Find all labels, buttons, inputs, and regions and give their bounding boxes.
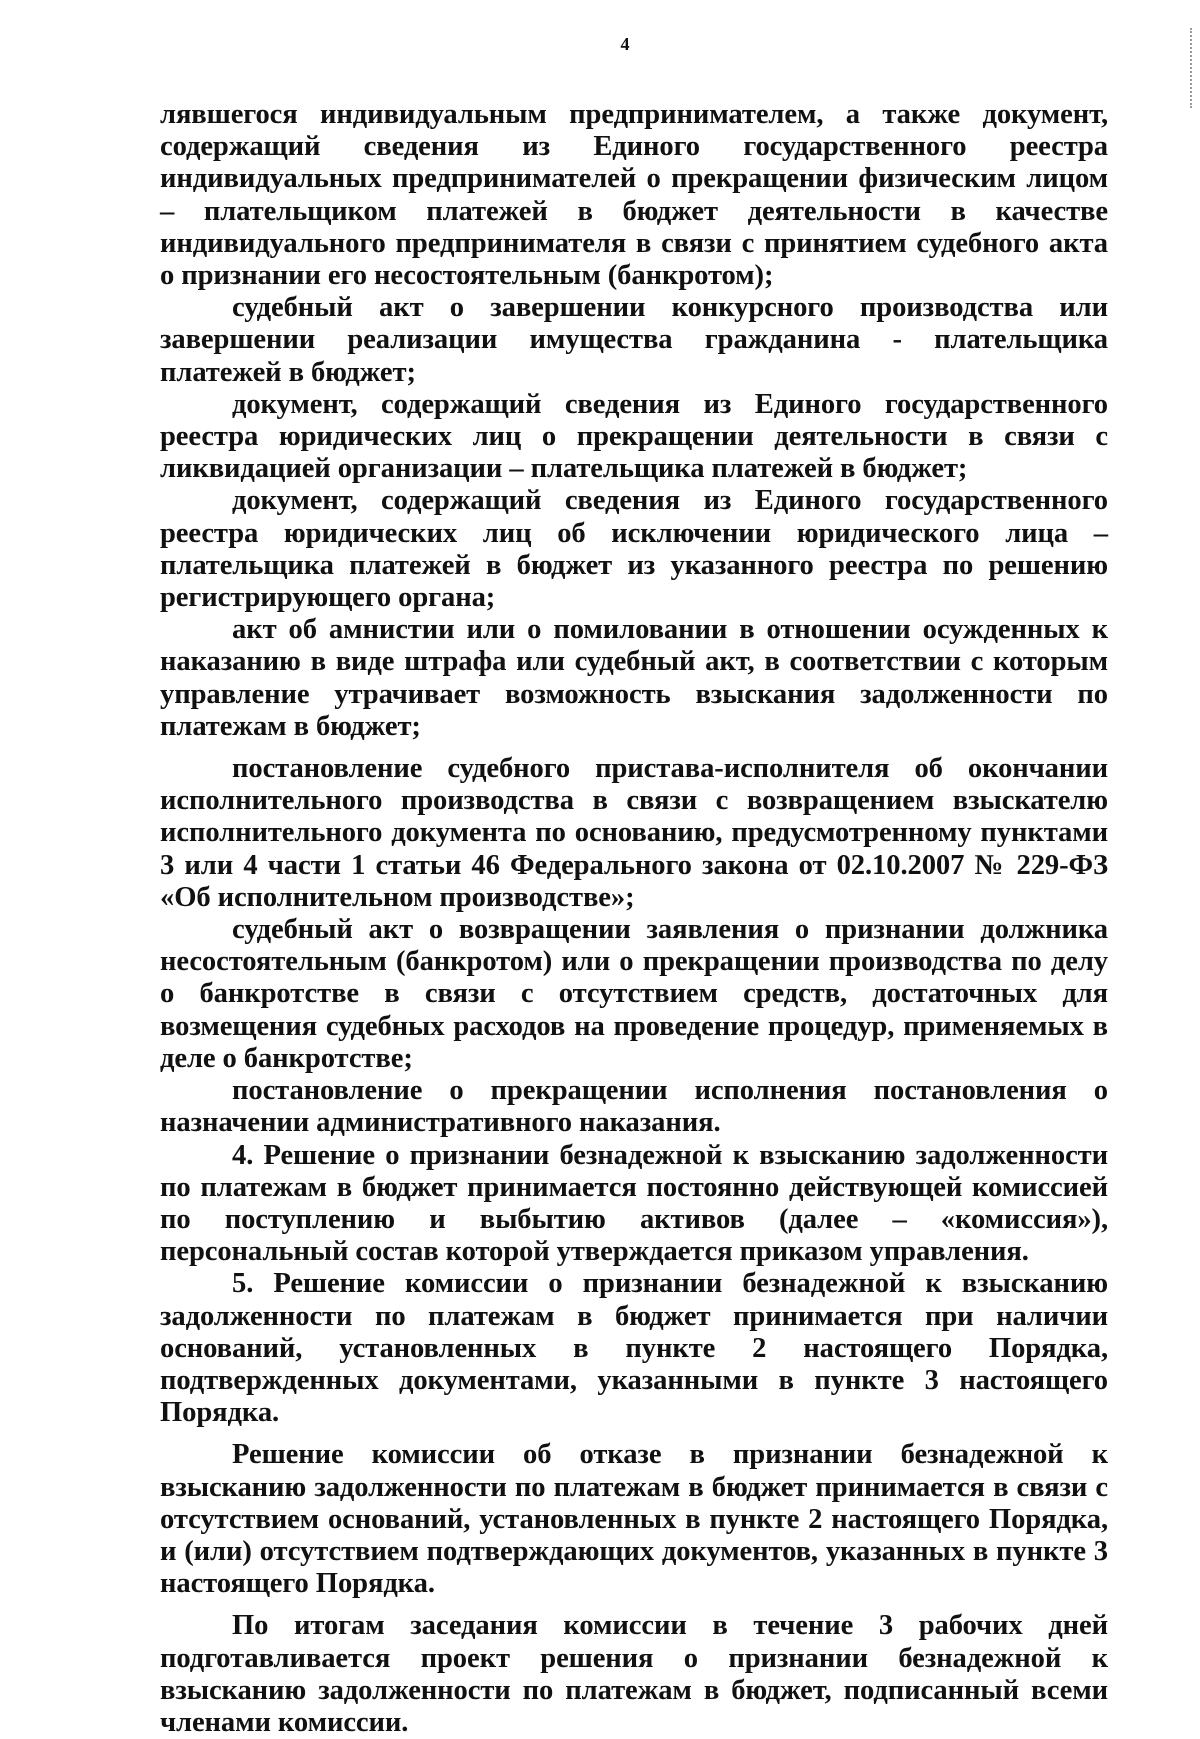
paragraph-termination-resolution: постановление о прекращении исполнения постановления о назначении административного наказания. xyxy=(160,1075,1108,1139)
paragraph-egrul-exclusion: документ, содержащий сведения из Единого государственного реестра юридических лиц об исключении юридического лица – плательщика платежей в бюджет из указанного реестра по решению регистрирующего органа; xyxy=(160,485,1108,614)
paragraph-amnesty-act: акт об амнистии или о помиловании в отношении осужденных к наказанию в виде штрафа или судебный акт, в соответствии с которым управление утрачивает возможность взыскания задолженности по платежам в бюджет; xyxy=(160,614,1108,742)
page-number: 4 xyxy=(620,34,630,54)
paragraph-continuation: лявшегося индивидуальным предпринимателем, а также документ, содержащий сведения из Единого государственного реестра индивидуальных предпринимателей о прекращении физическим лицом – плательщиком платежей в бюджет деятельности в качестве индивидуального предпринимателя в связи с принятием судебного акта о признании его несостоятельным (банкротом); xyxy=(160,99,1108,292)
paragraph-meeting-results: По итогам заседания комиссии в течение 3 рабочих дней подготавливается проект решения о признании безнадежной к взысканию задолженности по платежам в бюджет, подписанный всеми членами комиссии. xyxy=(160,1610,1108,1738)
document-body xyxy=(160,99,1108,1739)
paragraph-court-act-bankruptcy: судебный акт о завершении конкурсного производства или завершении реализации имущества гражданина - плательщика платежей в бюджет; xyxy=(160,292,1108,388)
paragraph-item-4: 4. Решение о признании безнадежной к взысканию задолженности по платежам в бюджет принимается постоянно действующей комиссией по поступлению и выбытию активов (далее – «комиссия»), персональный состав которой утверждается приказом управления. xyxy=(160,1139,1108,1268)
paragraph-refusal-decision: Решение комиссии об отказе в признании безнадежной к взысканию задолженности по платежам в бюджет принимается в связи с отсутствием оснований, установленных в пункте 2 настоящего Порядка, и (или) отсутствием подтверждающих документов, указанных в пункте 3 настоящего Порядка. xyxy=(160,1439,1108,1600)
paragraph-court-act-return: судебный акт о возвращении заявления о признании должника несостоятельным (банкротом) или о прекращении производства по делу о банкротстве в связи с отсутствием средств, достаточных для возмещения судебных расходов на проведение процедур, применяемых в деле о банкротстве; xyxy=(160,914,1108,1074)
paragraph-bailiff-resolution: постановление судебного пристава-исполнителя об окончании исполнительного производства в связи с возвращением взыскателю исполнительного документа по основанию, предусмотренному пунктами 3 или 4 части 1 статьи 46 Федерального закона от 02.10.2007 № 229-ФЗ «Об исполнительном производстве»; xyxy=(160,753,1108,913)
paragraph-item-5: 5. Решение комиссии о признании безнадежной к взысканию задолженности по платежам в бюджет принимается при наличии оснований, установленных в пункте 2 настоящего Порядка, подтвержденных документами, указанными в пункте 3 настоящего Порядка. xyxy=(160,1268,1108,1429)
paragraph-egrul-liquidation: документ, содержащий сведения из Единого государственного реестра юридических лиц о прекращении деятельности в связи с ликвидацией организации – плательщика платежей в бюджет; xyxy=(160,388,1108,485)
